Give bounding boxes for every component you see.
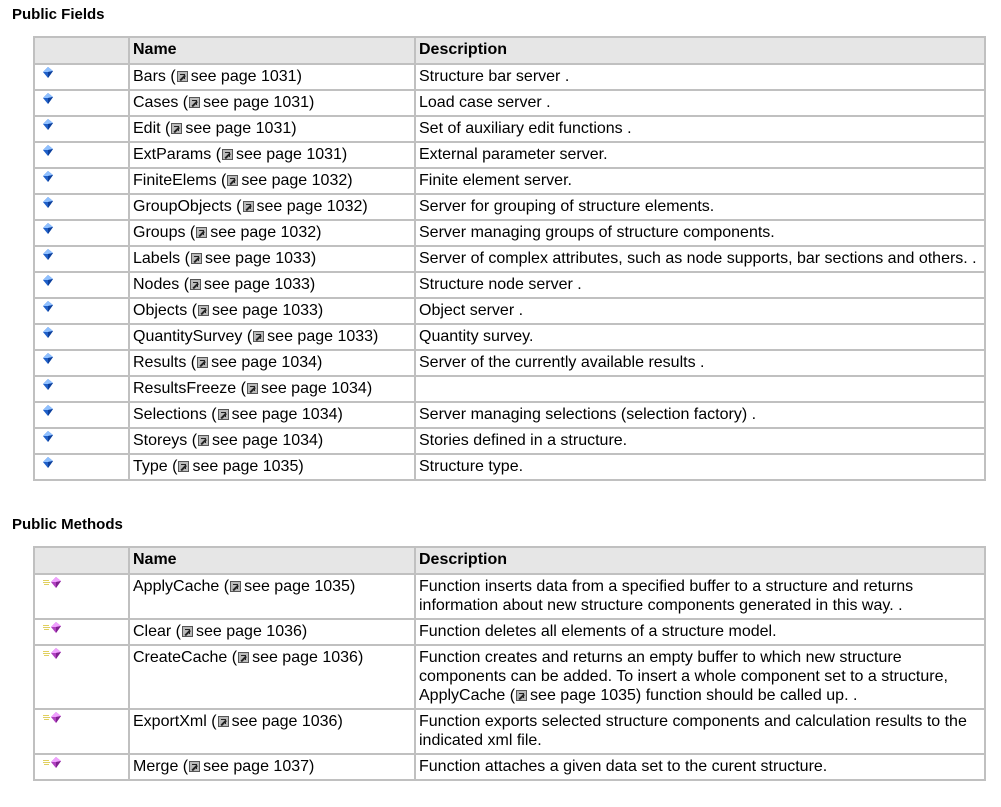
name-cell: ExtParams ( see page 1031) (129, 142, 415, 168)
field-icon (43, 223, 125, 234)
name-cell: Bars ( see page 1031) (129, 64, 415, 90)
external-link-icon (178, 461, 189, 472)
name-cell: Clear ( see page 1036) (129, 619, 415, 645)
description-text: Finite element server. (419, 172, 572, 189)
table-row (34, 194, 985, 220)
icon-cell (34, 246, 129, 272)
member-name: Storeys (133, 432, 188, 449)
table-row (34, 454, 985, 480)
table-row (34, 402, 985, 428)
field-icon (43, 275, 125, 286)
description-text: Structure bar server . (419, 68, 570, 85)
member-name: Selections (133, 406, 207, 423)
method-icon (43, 622, 125, 633)
name-cell: Results ( see page 1034) (129, 350, 415, 376)
description-text: Set of auxiliary edit functions . (419, 120, 632, 137)
description-text: Function inserts data from a specified buffer to a structure and returns information about new structure components generated in this way. . (419, 578, 914, 614)
table-header-row (34, 547, 985, 574)
see-page-link[interactable]: see page 1033 (204, 250, 311, 267)
name-cell: Merge ( see page 1037) (129, 754, 415, 780)
see-page-link[interactable]: see page 1035 (192, 458, 299, 475)
icon-cell (34, 168, 129, 194)
external-link-icon (516, 690, 527, 701)
external-link-icon (196, 227, 207, 238)
name-cell: CreateCache ( see page 1036) (129, 645, 415, 709)
see-page-link[interactable]: see page 1031 (236, 146, 342, 163)
external-link-icon (218, 409, 229, 420)
description-text: Load case server . (419, 94, 551, 111)
icon-cell (34, 298, 129, 324)
external-link-icon (198, 305, 209, 316)
external-link-icon (197, 357, 208, 368)
see-page-link[interactable]: see page 1034 (260, 380, 367, 397)
method-icon (43, 648, 125, 659)
name-cell: Type ( see page 1035) (129, 454, 415, 480)
see-page-link[interactable]: see page 1034 (231, 406, 338, 423)
icon-cell (34, 324, 129, 350)
description-cell (415, 272, 985, 298)
description-column-header: Description (415, 37, 985, 64)
icon-cell (34, 116, 129, 142)
table-row (34, 574, 985, 619)
member-name: CreateCache (133, 649, 228, 666)
description-text: Quantity survey. (419, 328, 534, 345)
name-cell: Labels ( see page 1033) (129, 246, 415, 272)
table-row (34, 428, 985, 454)
table-row (34, 709, 985, 754)
description-cell (415, 350, 985, 376)
table-row (34, 220, 985, 246)
table-row (34, 619, 985, 645)
member-name: ExportXml (133, 713, 207, 730)
field-icon (43, 405, 125, 416)
description-text: Stories defined in a structure. (419, 432, 628, 449)
description-cell (415, 142, 985, 168)
public-methods-table (33, 546, 986, 781)
see-page-link[interactable]: see page 1035 (530, 687, 636, 704)
description-cell (415, 574, 985, 619)
name-column-header: Name (129, 37, 415, 64)
description-cell (415, 428, 985, 454)
description-cell (415, 402, 985, 428)
name-cell: ExportXml ( see page 1036) (129, 709, 415, 754)
field-icon (43, 301, 125, 312)
external-link-icon (243, 201, 254, 212)
icon-cell (34, 376, 129, 402)
member-name: Edit (133, 120, 161, 137)
see-page-link[interactable]: see page 1037 (203, 758, 310, 775)
external-link-icon (227, 175, 238, 186)
see-page-link[interactable]: see page 1031 (190, 68, 297, 85)
field-icon (43, 119, 125, 130)
description-column-header: Description (415, 547, 985, 574)
description-cell (415, 168, 985, 194)
description-cell (415, 194, 985, 220)
field-icon (43, 249, 125, 260)
external-link-icon (177, 71, 188, 82)
external-link-icon (171, 123, 182, 134)
field-icon (43, 67, 125, 78)
icon-cell (34, 220, 129, 246)
field-icon (43, 353, 125, 364)
description-text: Structure node server . (419, 276, 582, 293)
name-cell: ResultsFreeze ( see page 1034) (129, 376, 415, 402)
name-cell: Selections ( see page 1034) (129, 402, 415, 428)
field-icon (43, 145, 125, 156)
table-row (34, 645, 985, 709)
external-link-icon (238, 652, 249, 663)
see-page-link[interactable]: see page 1034 (212, 432, 318, 449)
icon-cell (34, 350, 129, 376)
field-icon (43, 431, 125, 442)
member-name: Nodes (133, 276, 180, 293)
icon-column-header (34, 547, 129, 574)
icon-cell (34, 428, 129, 454)
member-name: Clear (133, 623, 172, 640)
icon-cell (34, 619, 129, 645)
icon-cell (34, 272, 129, 298)
description-cell (415, 754, 985, 780)
method-icon (43, 712, 125, 723)
external-link-icon (190, 279, 201, 290)
icon-cell (34, 754, 129, 780)
description-text: ) function should be called up. . (635, 687, 858, 704)
table-row (34, 64, 985, 90)
see-page-link[interactable]: see page 1036 (231, 713, 338, 730)
member-name: ApplyCache (133, 578, 220, 595)
external-link-icon (253, 331, 264, 342)
description-text: Function exports selected structure components and calculation results to the indicated xml file. (419, 713, 967, 749)
external-link-icon (189, 97, 200, 108)
description-text: Function deletes all elements of a structure model. (419, 623, 777, 640)
member-name: Objects (133, 302, 188, 319)
name-cell: GroupObjects ( see page 1032) (129, 194, 415, 220)
method-icon (43, 757, 125, 768)
icon-cell (34, 645, 129, 709)
description-text: Server managing selections (selection factory) . (419, 406, 757, 423)
name-cell: Edit ( see page 1031) (129, 116, 415, 142)
table-row (34, 142, 985, 168)
icon-cell (34, 90, 129, 116)
description-cell (415, 64, 985, 90)
field-icon (43, 379, 125, 390)
description-text: Server managing groups of structure components. (419, 224, 775, 241)
external-link-icon (230, 581, 241, 592)
table-header-row (34, 37, 985, 64)
description-text: Function creates and returns an empty buffer to which new structure components can be added. To insert a whole component set to a structure, ApplyCache ( (419, 649, 948, 704)
description-text: Server of complex attributes, such as node supports, bar sections and others. . (419, 250, 977, 267)
member-name: Results (133, 354, 187, 371)
table-row (34, 168, 985, 194)
name-cell: Storeys ( see page 1034) (129, 428, 415, 454)
name-cell: QuantitySurvey ( see page 1033) (129, 324, 415, 350)
description-text: Object server . (419, 302, 524, 319)
see-page-link[interactable]: see page 1033 (267, 328, 374, 345)
see-page-link[interactable]: see page 1033 (204, 276, 310, 293)
description-cell (415, 298, 985, 324)
description-text: Server for grouping of structure elements. (419, 198, 715, 215)
name-cell: Groups ( see page 1032) (129, 220, 415, 246)
icon-cell (34, 194, 129, 220)
member-name: ResultsFreeze (133, 380, 237, 397)
table-row (34, 246, 985, 272)
name-cell: Nodes ( see page 1033) (129, 272, 415, 298)
name-cell: ApplyCache ( see page 1035) (129, 574, 415, 619)
table-row (34, 298, 985, 324)
icon-cell (34, 709, 129, 754)
external-link-icon (189, 761, 200, 772)
description-text: Function attaches a given data set to the curent structure. (419, 758, 828, 775)
table-row (34, 350, 985, 376)
description-text: Server of the currently available results . (419, 354, 705, 371)
member-name: GroupObjects (133, 198, 232, 215)
table-row (34, 324, 985, 350)
member-name: Cases (133, 94, 179, 111)
external-link-icon (218, 716, 229, 727)
description-cell (415, 376, 985, 402)
icon-cell (34, 574, 129, 619)
description-text: Structure type. (419, 458, 524, 475)
icon-cell (34, 142, 129, 168)
field-icon (43, 457, 125, 468)
icon-cell (34, 454, 129, 480)
external-link-icon (191, 253, 202, 264)
external-link-icon (198, 435, 209, 446)
see-page-link[interactable]: see page 1031 (203, 94, 310, 111)
member-name: Bars (133, 68, 166, 85)
see-page-link[interactable]: see page 1036 (252, 649, 358, 666)
public-fields-table (33, 36, 986, 481)
external-link-icon (222, 149, 233, 160)
external-link-icon (182, 626, 193, 637)
see-page-link[interactable]: see page 1035 (244, 578, 350, 595)
description-cell (415, 220, 985, 246)
member-name: Type (133, 458, 168, 475)
icon-column-header (34, 37, 129, 64)
table-row (34, 754, 985, 780)
description-cell (415, 709, 985, 754)
table-row (34, 376, 985, 402)
member-name: Merge (133, 758, 179, 775)
table-row (34, 90, 985, 116)
see-page-link[interactable]: see page 1034 (211, 354, 318, 371)
external-link-icon (247, 383, 258, 394)
see-page-link[interactable]: see page 1033 (212, 302, 318, 319)
see-page-link[interactable]: see page 1032 (256, 198, 363, 215)
description-cell (415, 324, 985, 350)
see-page-link[interactable]: see page 1032 (241, 172, 348, 189)
field-icon (43, 327, 125, 338)
description-cell (415, 90, 985, 116)
description-cell (415, 246, 985, 272)
name-cell: Objects ( see page 1033) (129, 298, 415, 324)
description-cell (415, 619, 985, 645)
field-icon (43, 171, 125, 182)
member-name: FiniteElems (133, 172, 217, 189)
name-cell: FiniteElems ( see page 1032) (129, 168, 415, 194)
description-cell (415, 454, 985, 480)
name-cell: Cases ( see page 1031) (129, 90, 415, 116)
see-page-link[interactable]: see page 1036 (196, 623, 302, 640)
field-icon (43, 197, 125, 208)
see-page-link[interactable]: see page 1032 (210, 224, 317, 241)
icon-cell (34, 402, 129, 428)
member-name: QuantitySurvey (133, 328, 243, 345)
member-name: Groups (133, 224, 186, 241)
public-fields-title: Public Fields (12, 6, 105, 23)
member-name: ExtParams (133, 146, 212, 163)
see-page-link[interactable]: see page 1031 (185, 120, 292, 137)
method-icon (43, 577, 125, 588)
description-cell (415, 645, 985, 709)
table-row (34, 116, 985, 142)
table-row (34, 272, 985, 298)
member-name: Labels (133, 250, 181, 267)
icon-cell (34, 64, 129, 90)
description-text: External parameter server. (419, 146, 608, 163)
field-icon (43, 93, 125, 104)
name-column-header: Name (129, 547, 415, 574)
public-methods-title: Public Methods (12, 516, 123, 533)
description-cell (415, 116, 985, 142)
